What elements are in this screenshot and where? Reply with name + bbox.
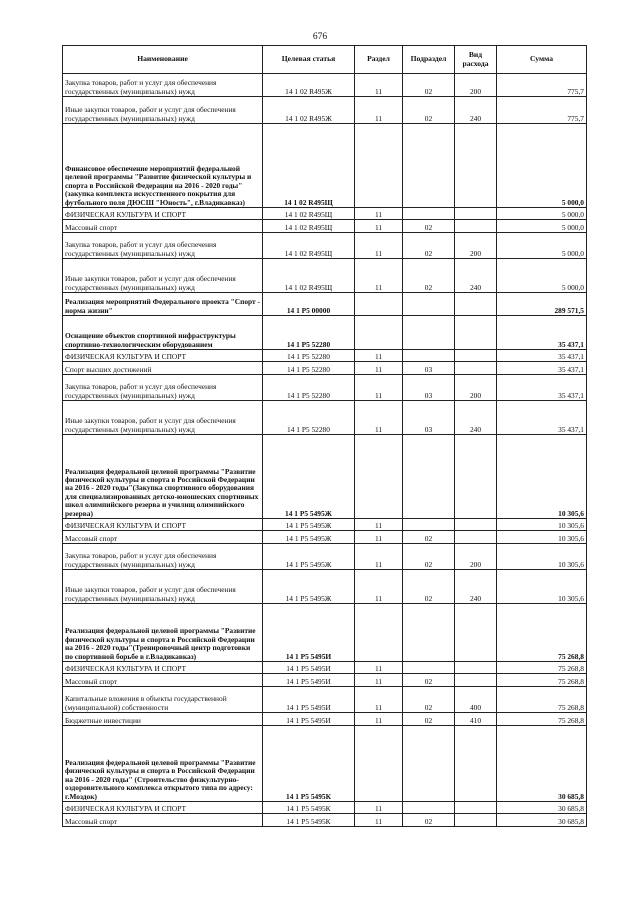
row-subsection: 03 bbox=[403, 375, 455, 401]
row-section: 11 bbox=[355, 362, 403, 375]
row-subsection bbox=[403, 293, 455, 316]
row-target-article: 14 1 P5 5495И bbox=[263, 687, 355, 713]
row-name: Закупка товаров, работ и услуг для обеспечения государственных (муниципальных) нужд bbox=[63, 375, 263, 401]
table-row bbox=[63, 531, 587, 544]
row-amount: 75 268,8 bbox=[497, 687, 587, 713]
row-expense-type bbox=[455, 316, 497, 350]
table-row bbox=[63, 726, 587, 802]
row-subsection bbox=[403, 662, 455, 674]
row-amount: 775,7 bbox=[497, 74, 587, 97]
table-row bbox=[63, 316, 587, 350]
header-name: Наименование bbox=[63, 46, 263, 74]
row-expense-type bbox=[455, 531, 497, 544]
header-amount: Сумма bbox=[497, 46, 587, 74]
table-row bbox=[63, 570, 587, 604]
table-row bbox=[63, 350, 587, 362]
row-expense-type: 400 bbox=[455, 687, 497, 713]
table-row bbox=[63, 687, 587, 713]
table-body bbox=[63, 74, 587, 827]
row-expense-type bbox=[455, 362, 497, 375]
row-amount: 30 685,8 bbox=[497, 814, 587, 827]
row-section: 11 bbox=[355, 674, 403, 687]
row-target-article: 14 1 P5 52280 bbox=[263, 362, 355, 375]
row-name: ФИЗИЧЕСКАЯ КУЛЬТУРА И СПОРТ bbox=[63, 350, 263, 362]
row-amount: 35 437,1 bbox=[497, 375, 587, 401]
row-name: Оснащение объектов спортивной инфраструктуры спортивно-технологическим оборудованием bbox=[63, 316, 263, 350]
row-name: Иные закупки товаров, работ и услуг для обеспечения государственных (муниципальных) нужд bbox=[63, 259, 263, 293]
row-subsection bbox=[403, 519, 455, 531]
row-subsection: 02 bbox=[403, 814, 455, 827]
row-name: Иные закупки товаров, работ и услуг для обеспечения государственных (муниципальных) нужд bbox=[63, 570, 263, 604]
row-subsection: 02 bbox=[403, 687, 455, 713]
row-section: 11 bbox=[355, 713, 403, 726]
table-row bbox=[63, 519, 587, 531]
table-row bbox=[63, 293, 587, 316]
row-name: Закупка товаров, работ и услуг для обеспечения государственных (муниципальных) нужд bbox=[63, 233, 263, 259]
budget-table bbox=[62, 45, 587, 827]
row-expense-type bbox=[455, 293, 497, 316]
row-target-article: 14 1 P5 5495Ж bbox=[263, 519, 355, 531]
row-amount: 30 685,8 bbox=[497, 802, 587, 814]
row-subsection: 02 bbox=[403, 97, 455, 124]
table-row bbox=[63, 97, 587, 124]
row-expense-type bbox=[455, 220, 497, 233]
row-expense-type bbox=[455, 674, 497, 687]
table-row bbox=[63, 362, 587, 375]
row-amount: 35 437,1 bbox=[497, 350, 587, 362]
row-target-article: 14 1 P5 5495И bbox=[263, 713, 355, 726]
row-target-article: 14 1 P5 52280 bbox=[263, 401, 355, 435]
row-name: Закупка товаров, работ и услуг для обеспечения государственных (муниципальных) нужд bbox=[63, 74, 263, 97]
row-target-article: 14 1 P5 5495Ж bbox=[263, 531, 355, 544]
row-subsection: 02 bbox=[403, 713, 455, 726]
table-row bbox=[63, 74, 587, 97]
row-subsection bbox=[403, 316, 455, 350]
row-section bbox=[355, 293, 403, 316]
row-name: Реализация федеральной целевой программы "Развитие физической культуры и спорта в Российской Федерации на 2016 - 2020 годы"(Закупка спортивного оборудования для специализированных детско-юношеских спортивных школ олимпийского резерва и училищ олимпийского резерва) bbox=[63, 435, 263, 519]
row-expense-type: 200 bbox=[455, 544, 497, 570]
row-amount: 5 000,0 bbox=[497, 124, 587, 208]
row-target-article: 14 1 P5 5495К bbox=[263, 814, 355, 827]
row-section: 11 bbox=[355, 687, 403, 713]
row-section: 11 bbox=[355, 97, 403, 124]
table-row bbox=[63, 544, 587, 570]
row-amount: 35 437,1 bbox=[497, 401, 587, 435]
row-amount: 289 571,5 bbox=[497, 293, 587, 316]
row-amount: 10 305,6 bbox=[497, 531, 587, 544]
row-name: Реализация федеральной целевой программы "Развитие физической культуры и спорта в Российской Федерации на 2016 - 2020 годы" (Строительство физкультурно-оздоровительного комплекса открытого типа по адресу: г.Моздок) bbox=[63, 726, 263, 802]
row-expense-type bbox=[455, 604, 497, 662]
row-amount: 10 305,6 bbox=[497, 435, 587, 519]
row-section: 11 bbox=[355, 802, 403, 814]
row-expense-type bbox=[455, 519, 497, 531]
row-target-article: 14 1 P5 5495Ж bbox=[263, 570, 355, 604]
row-expense-type bbox=[455, 124, 497, 208]
row-target-article: 14 1 P5 52280 bbox=[263, 375, 355, 401]
row-subsection bbox=[403, 124, 455, 208]
row-section: 11 bbox=[355, 259, 403, 293]
row-expense-type: 200 bbox=[455, 233, 497, 259]
row-section bbox=[355, 604, 403, 662]
row-name: ФИЗИЧЕСКАЯ КУЛЬТУРА И СПОРТ bbox=[63, 662, 263, 674]
table-row bbox=[63, 220, 587, 233]
row-section bbox=[355, 316, 403, 350]
row-subsection bbox=[403, 350, 455, 362]
row-subsection bbox=[403, 604, 455, 662]
row-name: Реализация мероприятий Федерального проекта "Спорт - норма жизни" bbox=[63, 293, 263, 316]
row-subsection: 02 bbox=[403, 74, 455, 97]
row-subsection: 02 bbox=[403, 531, 455, 544]
table-row bbox=[63, 233, 587, 259]
row-name: Массовый спорт bbox=[63, 220, 263, 233]
table-row bbox=[63, 713, 587, 726]
row-name: Иные закупки товаров, работ и услуг для обеспечения государственных (муниципальных) нужд bbox=[63, 97, 263, 124]
row-target-article: 14 1 P5 5495Ж bbox=[263, 435, 355, 519]
row-name: Капитальные вложения в объекты государственной (муниципальной) собственности bbox=[63, 687, 263, 713]
row-target-article: 14 1 02 R495Щ bbox=[263, 233, 355, 259]
header-section: Раздел bbox=[355, 46, 403, 74]
row-section: 11 bbox=[355, 233, 403, 259]
table-header-row bbox=[63, 46, 587, 74]
row-section: 11 bbox=[355, 519, 403, 531]
row-target-article: 14 1 P5 5495Ж bbox=[263, 544, 355, 570]
row-section: 11 bbox=[355, 662, 403, 674]
row-target-article: 14 1 P5 52280 bbox=[263, 316, 355, 350]
page-number: 676 bbox=[312, 32, 328, 42]
row-section bbox=[355, 435, 403, 519]
row-expense-type: 240 bbox=[455, 401, 497, 435]
row-subsection: 02 bbox=[403, 544, 455, 570]
row-section: 11 bbox=[355, 814, 403, 827]
table-row bbox=[63, 674, 587, 687]
row-amount: 30 685,8 bbox=[497, 726, 587, 802]
row-name: Массовый спорт bbox=[63, 531, 263, 544]
row-name: ФИЗИЧЕСКАЯ КУЛЬТУРА И СПОРТ bbox=[63, 208, 263, 220]
row-expense-type bbox=[455, 726, 497, 802]
row-section: 11 bbox=[355, 570, 403, 604]
row-target-article: 14 1 P5 5495И bbox=[263, 604, 355, 662]
row-name: Реализация федеральной целевой программы "Развитие физической культуры и спорта в Российской Федерации на 2016 - 2020 годы"(Тренировочный центр подготовки по спортивной борьбе в г.Владикавказ) bbox=[63, 604, 263, 662]
row-amount: 75 268,8 bbox=[497, 604, 587, 662]
row-expense-type: 240 bbox=[455, 259, 497, 293]
table-row bbox=[63, 662, 587, 674]
row-expense-type bbox=[455, 814, 497, 827]
row-amount: 775,7 bbox=[497, 97, 587, 124]
row-target-article: 14 1 02 R495Ж bbox=[263, 74, 355, 97]
table-row bbox=[63, 375, 587, 401]
row-subsection bbox=[403, 726, 455, 802]
row-section: 11 bbox=[355, 531, 403, 544]
header-expense-type: Вид расхода bbox=[455, 46, 497, 74]
row-expense-type bbox=[455, 435, 497, 519]
row-section: 11 bbox=[355, 220, 403, 233]
row-subsection bbox=[403, 802, 455, 814]
row-target-article: 14 1 P5 5495К bbox=[263, 802, 355, 814]
row-amount: 10 305,6 bbox=[497, 519, 587, 531]
row-subsection: 03 bbox=[403, 362, 455, 375]
row-name: Иные закупки товаров, работ и услуг для обеспечения государственных (муниципальных) нужд bbox=[63, 401, 263, 435]
row-section: 11 bbox=[355, 375, 403, 401]
row-name: Массовый спорт bbox=[63, 814, 263, 827]
row-amount: 75 268,8 bbox=[497, 674, 587, 687]
row-target-article: 14 1 02 R495Щ bbox=[263, 208, 355, 220]
row-section bbox=[355, 124, 403, 208]
row-expense-type: 200 bbox=[455, 74, 497, 97]
row-target-article: 14 1 P5 5495К bbox=[263, 726, 355, 802]
row-name: Спорт высших достижений bbox=[63, 362, 263, 375]
row-amount: 5 000,0 bbox=[497, 208, 587, 220]
row-expense-type bbox=[455, 802, 497, 814]
row-target-article: 14 1 02 R495Ж bbox=[263, 97, 355, 124]
row-target-article: 14 1 P5 52280 bbox=[263, 350, 355, 362]
row-expense-type: 410 bbox=[455, 713, 497, 726]
row-target-article: 14 1 02 R495Щ bbox=[263, 259, 355, 293]
header-subsection: Подраздел bbox=[403, 46, 455, 74]
row-expense-type: 240 bbox=[455, 97, 497, 124]
row-amount: 75 268,8 bbox=[497, 713, 587, 726]
row-name: Массовый спорт bbox=[63, 674, 263, 687]
row-target-article: 14 1 P5 00000 bbox=[263, 293, 355, 316]
row-amount: 35 437,1 bbox=[497, 362, 587, 375]
row-name: Финансовое обеспечение мероприятий федеральной целевой программы "Развитие физической культуры и спорта в Российской Федерации на 2016 - 2020 годы" (закупка комплекта искусственного покрытия для футбольного поля ДЮСШ "Юность", г.Владикавказ) bbox=[63, 124, 263, 208]
row-subsection: 03 bbox=[403, 401, 455, 435]
row-target-article: 14 1 P5 5495И bbox=[263, 662, 355, 674]
row-section: 11 bbox=[355, 74, 403, 97]
row-amount: 35 437,1 bbox=[497, 316, 587, 350]
table-row bbox=[63, 604, 587, 662]
row-target-article: 14 1 P5 5495И bbox=[263, 674, 355, 687]
row-subsection bbox=[403, 208, 455, 220]
row-subsection: 02 bbox=[403, 220, 455, 233]
row-amount: 75 268,8 bbox=[497, 662, 587, 674]
row-amount: 10 305,6 bbox=[497, 570, 587, 604]
row-amount: 5 000,0 bbox=[497, 220, 587, 233]
row-subsection: 02 bbox=[403, 233, 455, 259]
row-name: ФИЗИЧЕСКАЯ КУЛЬТУРА И СПОРТ bbox=[63, 802, 263, 814]
row-name: Закупка товаров, работ и услуг для обеспечения государственных (муниципальных) нужд bbox=[63, 544, 263, 570]
header-target-article: Целевая статья bbox=[263, 46, 355, 74]
row-section: 11 bbox=[355, 544, 403, 570]
row-expense-type bbox=[455, 208, 497, 220]
row-subsection: 02 bbox=[403, 674, 455, 687]
row-amount: 10 305,6 bbox=[497, 544, 587, 570]
row-name: ФИЗИЧЕСКАЯ КУЛЬТУРА И СПОРТ bbox=[63, 519, 263, 531]
row-section: 11 bbox=[355, 208, 403, 220]
table-row bbox=[63, 814, 587, 827]
row-amount: 5 000,0 bbox=[497, 233, 587, 259]
row-expense-type: 240 bbox=[455, 570, 497, 604]
table-row bbox=[63, 124, 587, 208]
row-amount: 5 000,0 bbox=[497, 259, 587, 293]
row-target-article: 14 1 02 R495Щ bbox=[263, 220, 355, 233]
row-section bbox=[355, 726, 403, 802]
row-expense-type: 200 bbox=[455, 375, 497, 401]
row-expense-type bbox=[455, 662, 497, 674]
table-row bbox=[63, 401, 587, 435]
table-row bbox=[63, 208, 587, 220]
row-section: 11 bbox=[355, 350, 403, 362]
row-section: 11 bbox=[355, 401, 403, 435]
table-row bbox=[63, 259, 587, 293]
row-subsection bbox=[403, 435, 455, 519]
table-row bbox=[63, 435, 587, 519]
row-name: Бюджетные инвестиции bbox=[63, 713, 263, 726]
row-subsection: 02 bbox=[403, 570, 455, 604]
row-expense-type bbox=[455, 350, 497, 362]
table-row bbox=[63, 802, 587, 814]
row-target-article: 14 1 02 R495Щ bbox=[263, 124, 355, 208]
row-subsection: 02 bbox=[403, 259, 455, 293]
